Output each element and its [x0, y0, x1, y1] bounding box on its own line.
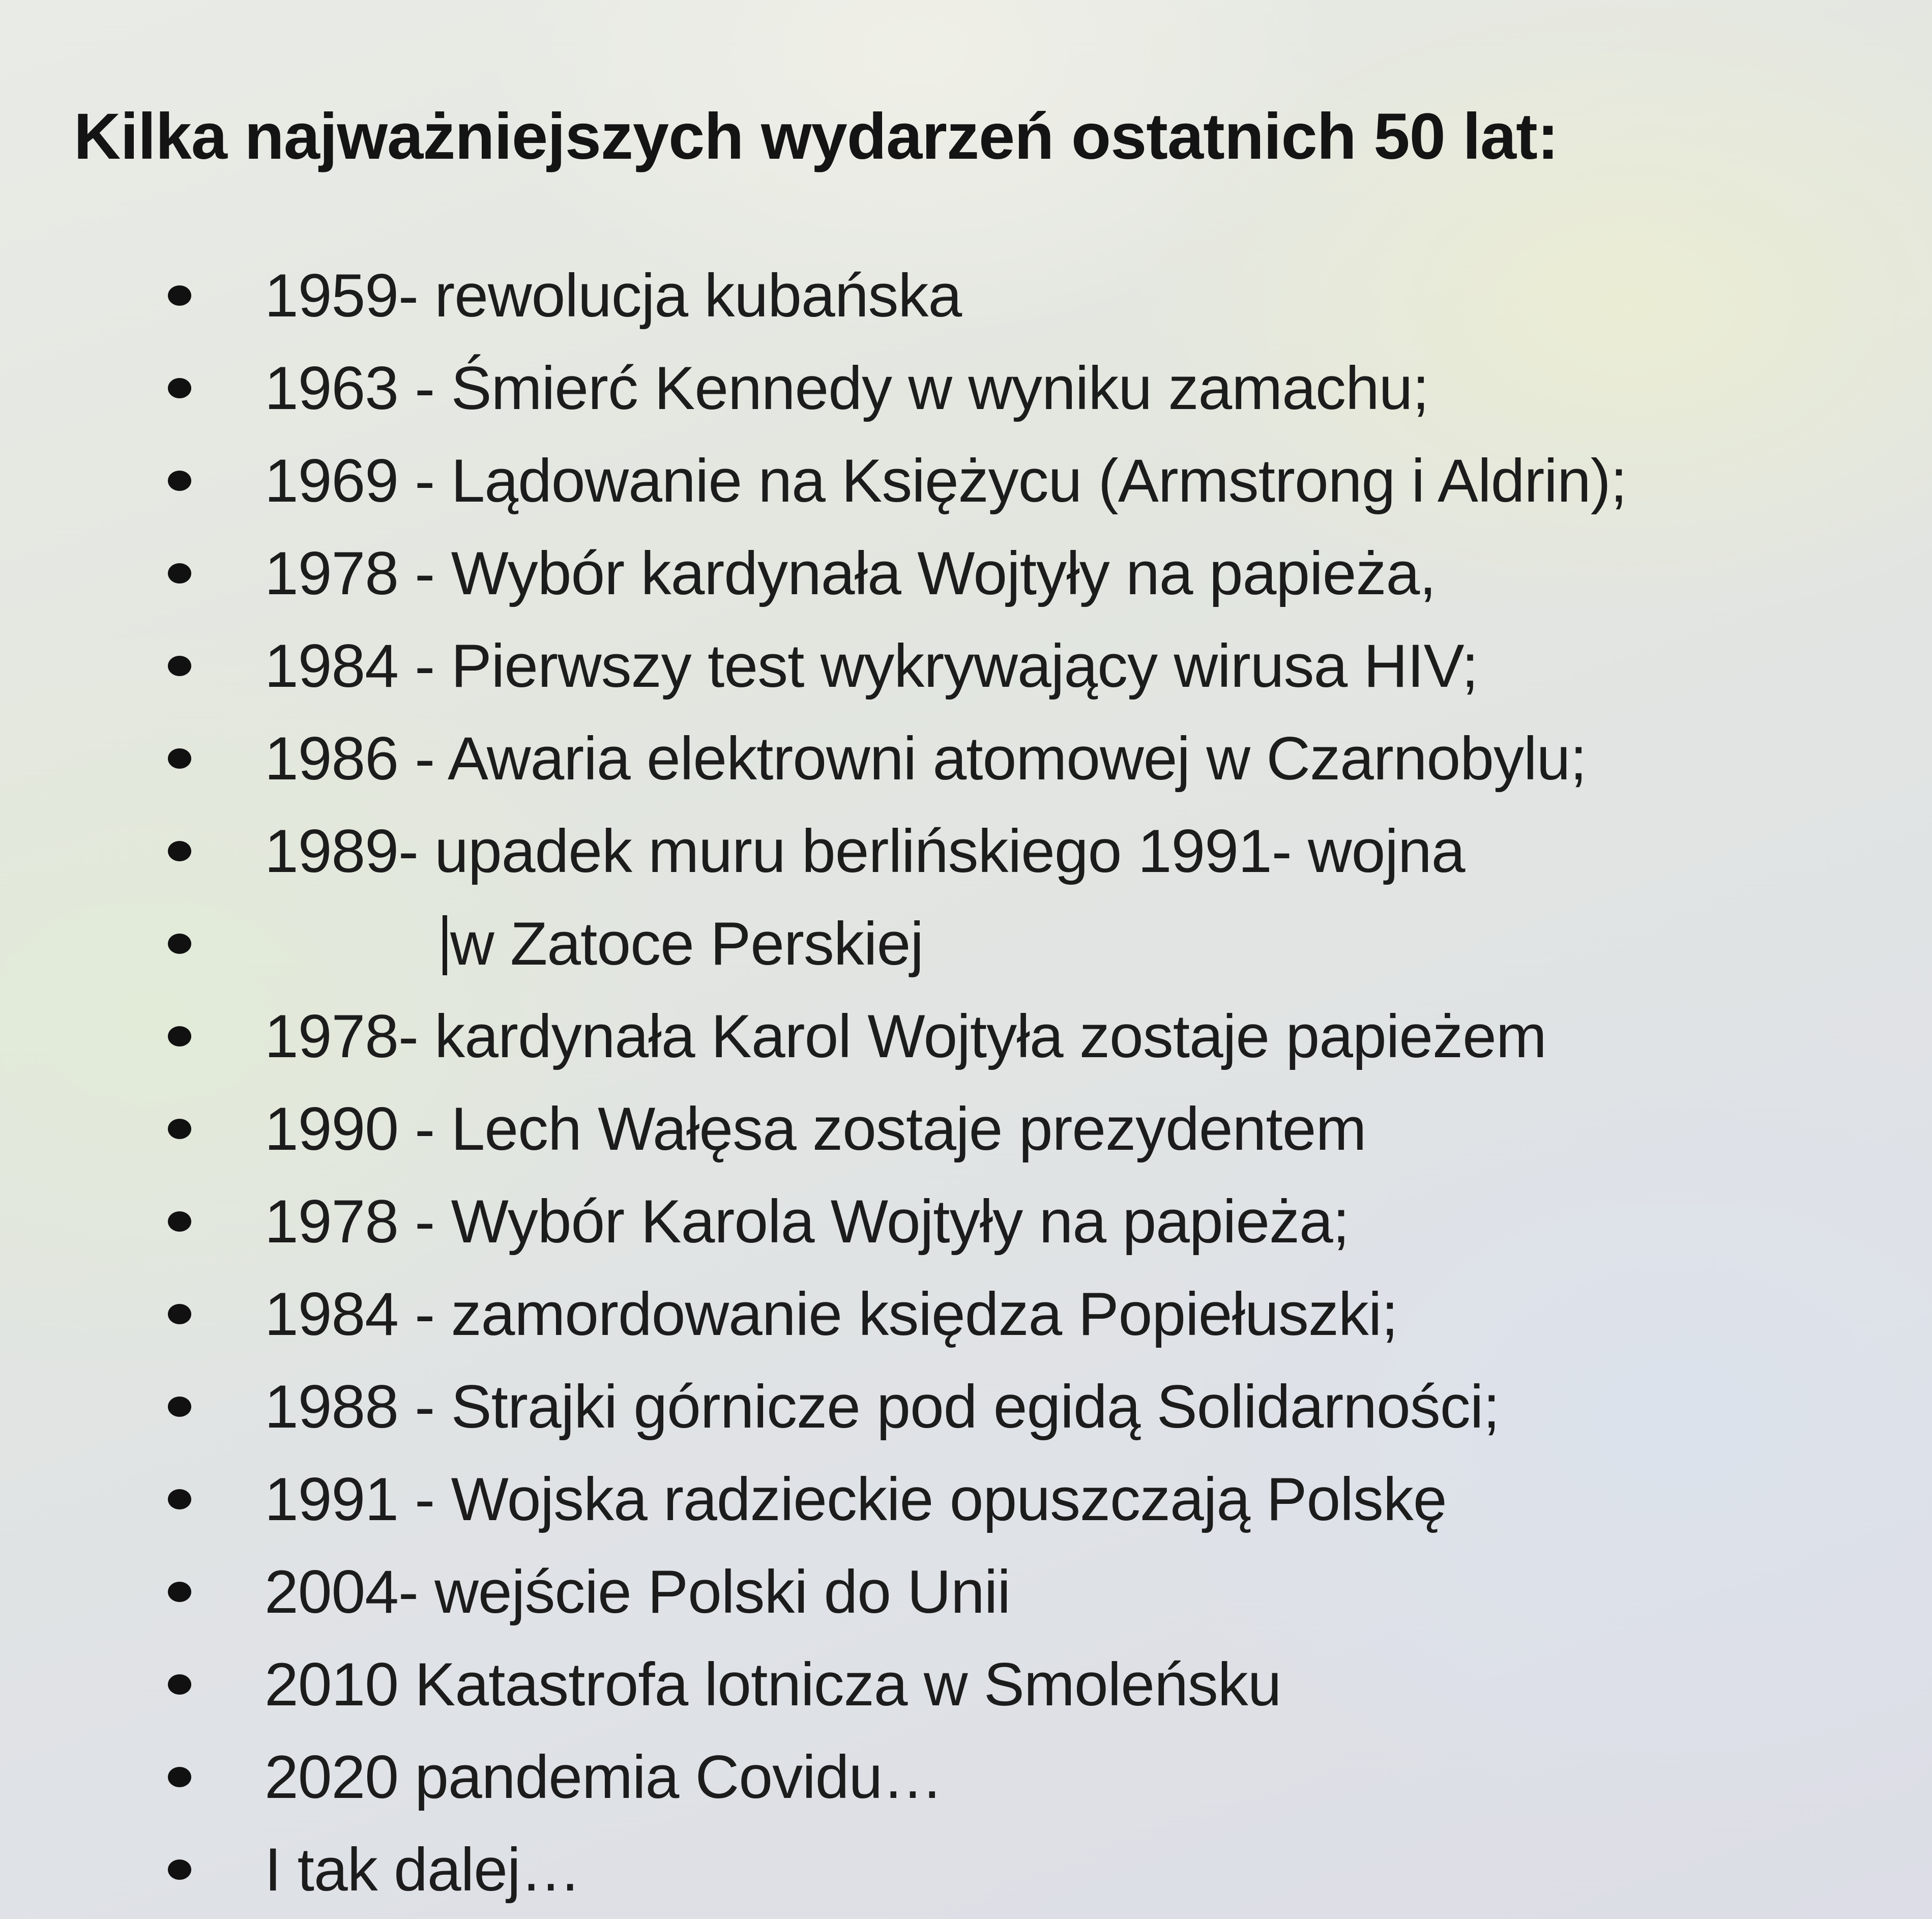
list-item-text: w Zatoce Perskiej	[450, 910, 923, 978]
bullet-icon	[168, 285, 191, 306]
page-title: Kilka najważniejszych wydarzeń ostatnich 50 lat:	[74, 100, 1559, 173]
bullet-icon	[168, 1767, 191, 1787]
bullet-icon	[168, 841, 191, 861]
bullet-icon	[168, 1397, 191, 1417]
list-item-text: 2020 pandemia Covidu…	[265, 1743, 943, 1811]
list-item-text: 1984 - Pierwszy test wykrywający wirusa HIV;	[265, 632, 1478, 700]
list-item-text: 1991 - Wojska radzieckie opuszczają Polskę	[265, 1465, 1447, 1533]
bullet-icon	[168, 1304, 191, 1324]
list-item-text: 1986 - Awaria elektrowni atomowej w Czarnobylu;	[265, 724, 1587, 793]
list-item-text: I tak dalej…	[265, 1836, 581, 1904]
list-item-text: 1989- upadek muru berlińskiego 1991- wojna	[265, 817, 1465, 885]
list-item-text: 1963 - Śmierć Kennedy w wyniku zamachu;	[265, 354, 1429, 422]
bullet-icon	[168, 1026, 191, 1046]
list-item-text-editing[interactable]	[443, 897, 923, 990]
list-item-text: 1969 - Lądowanie na Księżycu (Armstrong i Aldrin);	[265, 447, 1627, 515]
bullet-icon	[168, 1674, 191, 1695]
bullet-icon	[168, 656, 191, 676]
list-item-text: 1978 - Wybór kardynała Wojtyły na papieża,	[265, 539, 1436, 607]
list-item-text: 1978 - Wybór Karola Wojtyły na papieża;	[265, 1187, 1350, 1256]
bullet-icon	[168, 934, 191, 954]
bullet-icon	[168, 1119, 191, 1139]
list-item-text: 1959- rewolucja kubańska	[265, 261, 962, 330]
bullet-icon	[168, 378, 191, 398]
list-item-text: 2010 Katastrofa lotnicza w Smoleńsku	[265, 1650, 1281, 1719]
bullet-icon	[168, 563, 191, 584]
list-item-text: 1978- kardynała Karol Wojtyła zostaje papieżem	[265, 1002, 1546, 1070]
list-item-text: 1988 - Strajki górnicze pod egidą Solidarności;	[265, 1373, 1500, 1441]
bullet-icon	[168, 1489, 191, 1509]
list-item-text: 2004- wejście Polski do Unii	[265, 1558, 1011, 1626]
bullet-icon	[168, 1211, 191, 1232]
bullet-icon	[168, 1859, 191, 1880]
list-item-text: 1984 - zamordowanie księdza Popiełuszki;	[265, 1280, 1398, 1348]
list-item-text: 1990 - Lech Wałęsa zostaje prezydentem	[265, 1095, 1366, 1163]
bullet-icon	[168, 1582, 191, 1602]
bullet-icon	[168, 471, 191, 491]
text-cursor	[443, 915, 447, 975]
bullet-icon	[168, 748, 191, 769]
